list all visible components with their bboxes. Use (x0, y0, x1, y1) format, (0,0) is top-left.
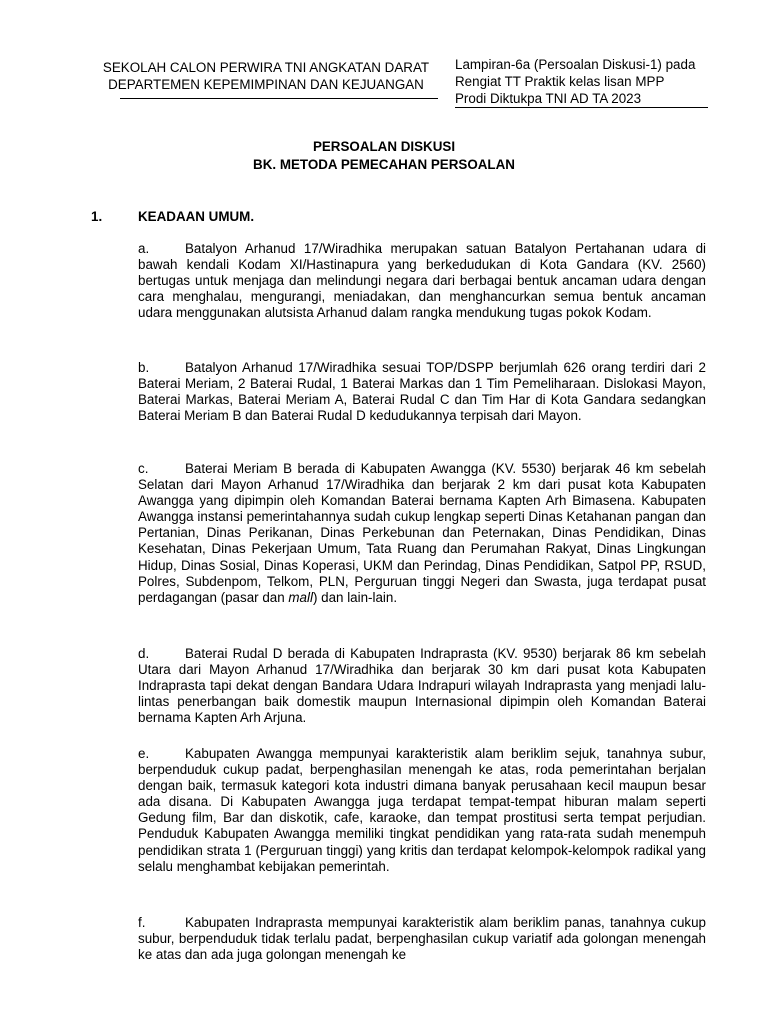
paragraph-d (138, 646, 706, 726)
paragraph-text: Baterai Meriam B berada di Kabupaten Awangga (KV. 5530) berjarak 46 km sebelah Selatan dari Mayon Arhanud 17/Wiradhika dan berjarak 2 km dari pusat kota Kabupaten Awangga yang dipimpin oleh Komandan Baterai bernama Kapten Arh Bimasena. Kabupaten Awangga instansi pemerintahannya sudah cukup lengkap seperti Dinas Ketahanan pangan dan Pertanian, Dinas Perikanan, Dinas Perkebunan dan Peternakan, Dinas Pendidikan, Dinas Kesehatan, Dinas Pekerjaan Umum, Tata Ruang dan Perumahan Rakyat, Dinas Lingkungan Hidup, Dinas Sosial, Dinas Koperasi, UKM dan Perindag, Dinas Pendidikan, Satpol PP, RSUD, Polres, Subdenpom, Telkom, PLN, Perguruan tinggi Negeri dan Swasta, juga terdapat pusat perdagangan (pasar dan (138, 461, 706, 605)
paragraph-text-end: ) dan lain-lain. (312, 589, 398, 605)
title-line-1: PERSOALAN DISKUSI (312, 139, 456, 154)
header-divider-right (455, 107, 708, 108)
paragraph-text: Batalyon Arhanud 17/Wiradhika merupakan satuan Batalyon Pertahanan udara di bawah kendali Kodam XI/Hastinapura yang berkedudukan di Kota Gandara (KV. 2560) bertugas untuk menjaga dan melindungi negara dari berbagai bentuk ancaman udara dengan cara menghalau, mengurangi, meniadakan, dan menghancurkan semua bentuk ancaman udara menggunakan alutsista Arhanud dalam rangka mendukung tugas pokok Kodam. (138, 241, 706, 321)
paragraph-text: Baterai Rudal D berada di Kabupaten Indraprasta (KV. 9530) berjarak 86 km sebelah Utara dari Mayon Arhanud 17/Wiradhika dan berjarak 30 km dari pusat kota Kabupaten Indraprasta tapi dekat dengan Bandara Udara Indrapuri wilayah Indraprasta yang menjadi lalu-lintas penerbangan baik domestik maupun Internasional dipimpin oleh Komandan Baterai bernama Kapten Arh Arjuna. (138, 646, 706, 726)
paragraph-text: Kabupaten Awangga mempunyai karakteristik alam beriklim sejuk, tanahnya subur, berpenduduk cukup padat, berpenghasilan menengah ke atas, roda pemerintahan berjalan dengan baik, termasuk kategori kota industri dimana banyak perusahaan kecil maupun besar ada disana. Di Kabupaten Awangga juga terdapat tempat-tempat hiburan malam seperti Gedung film, Bar dan diskotik, cafe, karaoke, dan tempat prostitusi serta tempat perjudian. Penduduk Kabupaten Awangga memiliki tingkat pendidikan yang rata-rata sudah menempuh pendidikan strata 1 (Perguruan tinggi) yang kritis dan terdapat kelompok-kelompok radikal yang selalu menghambat kebijakan pemerintah. (138, 746, 706, 874)
paragraph-letter: b. (138, 360, 150, 375)
department-name: DEPARTEMEN KEPEMIMPINAN DAN KEJUANGAN (108, 76, 424, 92)
paragraph-c (138, 461, 706, 606)
paragraph-text: Kabupaten Indraprasta mempunyai karakteristik alam beriklim panas, tanahnya cukup subur, berpenduduk tidak terlalu padat, berpenghasilan cukup variatif ada golongan menengah ke atas dan ada juga golongan menengah ke (138, 915, 706, 963)
document-title (0, 138, 768, 174)
header-divider-left (120, 98, 438, 99)
title-line-2: BK. METODA PEMECAHAN PERSOALAN (253, 157, 515, 172)
paragraph-letter: c. (138, 461, 149, 476)
attachment-line-2: Rengiat TT Praktik kelas lisan MPP (455, 74, 665, 89)
paragraph-f (138, 915, 706, 963)
paragraph-letter: a. (138, 241, 150, 256)
institution-header (88, 60, 444, 93)
paragraph-letter: e. (138, 746, 150, 761)
paragraph-letter: f. (138, 915, 146, 930)
attachment-reference (455, 56, 715, 107)
paragraph-letter: d. (138, 646, 150, 661)
section-heading (91, 208, 254, 226)
section-title: KEADAAN UMUM. (138, 209, 255, 224)
paragraph-b (138, 360, 706, 424)
attachment-line-3: Prodi Diktukpa TNI AD TA 2023 (455, 91, 642, 106)
section-number: 1. (91, 209, 103, 224)
paragraph-e (138, 746, 706, 875)
institution-name: SEKOLAH CALON PERWIRA TNI ANGKATAN DARAT (102, 60, 430, 75)
paragraph-italic: mall (288, 589, 313, 605)
paragraph-a (138, 241, 706, 321)
attachment-line-1: Lampiran-6a (Persoalan Diskusi-1) pada (455, 57, 696, 72)
paragraph-text: Batalyon Arhanud 17/Wiradhika sesuai TOP/DSPP berjumlah 626 orang terdiri dari 2 Baterai Meriam, 2 Baterai Rudal, 1 Baterai Markas dan 1 Tim Pemeliharaan. Dislokasi Mayon, Baterai Markas, Baterai Meriam A, Baterai Rudal C dan Tim Har di Kota Gandara sedangkan Baterai Meriam B dan Baterai Rudal D kedudukannya terpisah dari Mayon. (138, 360, 706, 424)
